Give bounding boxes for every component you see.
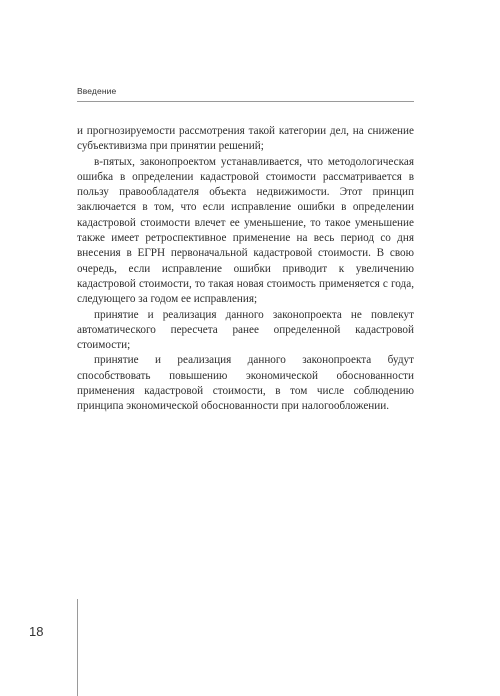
main-text [77,124,414,415]
header-divider [77,101,414,102]
page-number: 18 [29,624,44,639]
paragraph-no-recalculation: принятие и реализация данного законопроекта не повлекут автоматического пересчета ранее определенной кадастровой стоимости; [77,308,414,352]
paragraph-continuation: и прогнозируемости рассмотрения такой категории дел, на снижение субъективизма при принятии решений; [77,125,414,153]
footer-vertical-rule [77,599,78,696]
paragraph-fifth-point: в-пятых, законопроектом устанавливается, что методологическая ошибка в определении кадастровой стоимости рассматривается в пользу правообладателя объекта недвижимости. Этот принцип заключается в том, что если исправление ошибки в определении кадастровой стоимости влечет ее уменьшение, то такое уменьшение также имеет ретроспективное применение на весь период со дня внесения в ЕГРН первоначальной кадастровой стоимости. В свою очередь, если исправление ошибки приводит к увеличению кадастровой стоимости, то такая новая стоимость применяется с года, следующего за годом ее исправления; [77,155,414,306]
running-head-section-title: Введение [77,86,117,96]
paragraph-economic-justification: принятие и реализация данного законопроекта будут способствовать повышению экономической обоснованности применения кадастровой стоимости, в том числе соблюдению принципа экономической обоснованности при налогообложении. [77,354,414,413]
